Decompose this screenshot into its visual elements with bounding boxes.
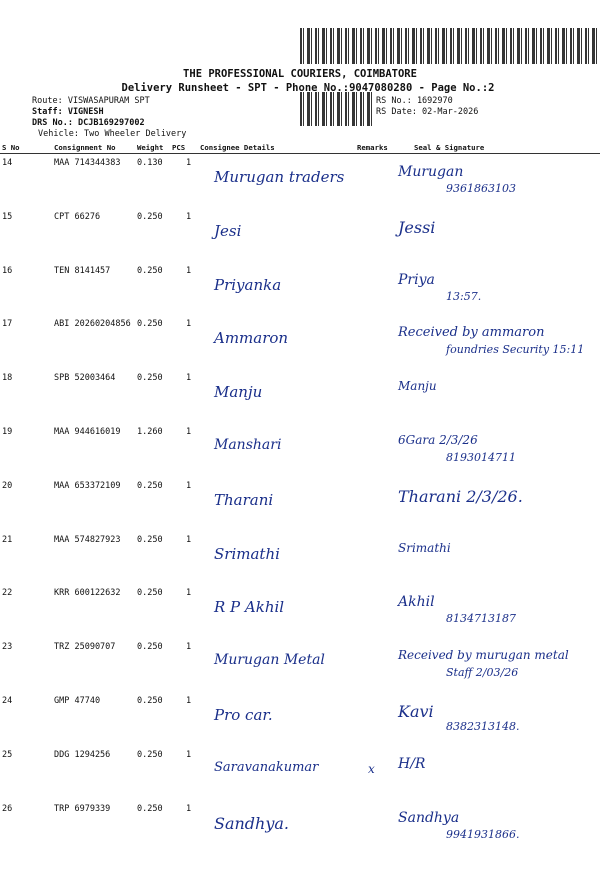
col-remarks: Remarks — [357, 143, 388, 152]
row-pcs: 1 — [186, 588, 192, 599]
header-rule — [0, 153, 600, 154]
row-signature: Kavi — [398, 702, 434, 721]
row-weight: 0.250 — [137, 319, 163, 330]
row-pcs: 1 — [186, 158, 192, 168]
row-signature: Murugan — [398, 164, 464, 180]
row-consignment-no: KRR 600122632 — [54, 588, 121, 599]
row-remarks: x — [368, 761, 375, 776]
row-pcs: 1 — [186, 749, 192, 760]
row-sno: 20 — [2, 480, 13, 491]
row-consignment-no: TEN 8141457 — [54, 265, 111, 276]
row-weight: 0.250 — [137, 642, 163, 653]
company-title: THE PROFESSIONAL COURIERS, COIMBATORE — [183, 68, 417, 80]
row-sno: 19 — [2, 427, 13, 437]
row-sno: 14 — [2, 158, 13, 168]
row-signature-note: 8382313148. — [446, 720, 520, 733]
row-consignment-no: SPB 52003464 — [54, 373, 116, 384]
row-pcs: 1 — [186, 319, 192, 330]
row-consignment-no: TRZ 25090707 — [54, 642, 116, 653]
row-signature: Sandhya — [398, 809, 460, 826]
col-sno: S No — [2, 143, 20, 152]
row-weight: 0.250 — [137, 265, 163, 276]
row-consignee-handwritten: Jesi — [214, 221, 242, 240]
row-consignee-handwritten: Srimathi — [214, 544, 280, 563]
row-weight: 0.250 — [137, 588, 163, 599]
row-pcs: 1 — [186, 696, 192, 706]
col-consignee: Consignee Details — [200, 143, 275, 152]
row-weight: 0.130 — [137, 158, 163, 168]
row-signature-note: foundries Security 15:11 — [446, 343, 585, 357]
row-sno: 16 — [2, 265, 13, 276]
row-weight: 0.250 — [137, 534, 163, 545]
rs-no-text: RS No.: 1692970 — [376, 96, 453, 106]
row-weight: 0.250 — [137, 696, 163, 706]
row-signature-note: 8193014711 — [446, 451, 516, 464]
row-consignment-no: CPT 66276 — [54, 211, 101, 222]
row-signature: Priya — [398, 271, 435, 288]
row-sno: 22 — [2, 588, 13, 599]
row-consignee-handwritten: Tharani — [214, 490, 274, 509]
drs-text: DRS No.: DCJB169297002 — [32, 118, 145, 128]
row-consignment-no: ABI 20260204856 — [54, 319, 131, 330]
row-sno: 18 — [2, 373, 13, 384]
row-sno: 21 — [2, 534, 13, 545]
row-signature-note: 8134713187 — [446, 612, 516, 626]
row-consignment-no: GMP 47740 — [54, 696, 101, 706]
row-sno: 15 — [2, 211, 13, 222]
runsheet-subtitle: Delivery Runsheet - SPT - Phone No.:9047080280 - Page No.:2 — [121, 82, 495, 94]
row-pcs: 1 — [186, 427, 192, 437]
row-signature: Tharani 2/3/26. — [398, 486, 523, 506]
row-consignee-handwritten: Ammaron — [214, 329, 289, 348]
route-text: Route: VISWASAPURAM SPT — [32, 96, 150, 106]
row-consignee-handwritten: Manju — [214, 383, 263, 402]
rs-date-text: RS Date: 02-Mar-2026 — [376, 107, 479, 117]
row-consignee-handwritten: Pro car. — [214, 706, 273, 724]
row-signature: Jessi — [398, 217, 436, 237]
col-consignment: Consignment No — [54, 143, 116, 152]
row-sno: 25 — [2, 749, 13, 760]
row-pcs: 1 — [186, 211, 192, 222]
col-weight: Weight — [137, 143, 164, 152]
row-weight: 0.250 — [137, 803, 163, 814]
row-consignment-no: DDG 1294256 — [54, 749, 111, 760]
row-pcs: 1 — [186, 480, 192, 491]
row-signature-note: 9361863103 — [446, 182, 516, 195]
row-consignee-handwritten: Priyanka — [214, 275, 282, 294]
col-pcs: PCS — [172, 143, 186, 152]
row-pcs: 1 — [186, 265, 192, 276]
row-weight: 0.250 — [137, 373, 163, 384]
row-weight: 0.250 — [137, 480, 163, 491]
row-signature: Manju — [398, 379, 437, 394]
row-consignment-no: MAA 653372109 — [54, 480, 121, 491]
row-pcs: 1 — [186, 642, 192, 653]
row-consignee-handwritten: Sandhya. — [214, 813, 290, 833]
row-weight: 0.250 — [137, 749, 163, 760]
vehicle-text: Vehicle: Two Wheeler Delivery — [38, 129, 187, 139]
row-signature-note: Staff 2/03/26 — [446, 666, 519, 680]
row-signature: Received by ammaron — [398, 325, 545, 341]
row-sno: 26 — [2, 803, 13, 814]
row-weight: 1.260 — [137, 427, 163, 437]
row-sno: 23 — [2, 642, 13, 653]
row-signature: Srimathi — [398, 540, 451, 555]
row-signature: 6Gara 2/3/26 — [398, 433, 478, 447]
row-signature: H/R — [398, 755, 426, 772]
staff-text: Staff: VIGNESH — [32, 107, 104, 117]
row-consignee-handwritten: Murugan traders — [214, 168, 345, 186]
row-pcs: 1 — [186, 534, 192, 545]
row-sno: 24 — [2, 696, 13, 706]
row-signature: Received by murugan metal — [398, 648, 569, 663]
row-consignee-handwritten: Manshari — [214, 437, 282, 453]
rs-barcode — [300, 92, 372, 126]
row-consignment-no: TRP 6979339 — [54, 803, 111, 814]
barcode — [300, 28, 600, 64]
row-consignee-handwritten: Murugan Metal — [214, 652, 325, 669]
row-signature-note: 9941931866. — [446, 827, 520, 841]
row-consignment-no: MAA 944616019 — [54, 427, 121, 437]
row-pcs: 1 — [186, 803, 192, 814]
col-seal: Seal & Signature — [414, 143, 485, 152]
row-signature-note: 13:57. — [446, 289, 482, 303]
row-consignee-handwritten: Saravanakumar — [214, 759, 319, 775]
row-weight: 0.250 — [137, 211, 163, 222]
row-signature: Akhil — [398, 594, 435, 611]
row-consignment-no: MAA 714344383 — [54, 158, 121, 168]
row-consignment-no: MAA 574827923 — [54, 534, 121, 545]
row-pcs: 1 — [186, 373, 192, 384]
row-sno: 17 — [2, 319, 13, 330]
table-row — [0, 804, 600, 872]
row-consignee-handwritten: R P Akhil — [214, 598, 285, 617]
